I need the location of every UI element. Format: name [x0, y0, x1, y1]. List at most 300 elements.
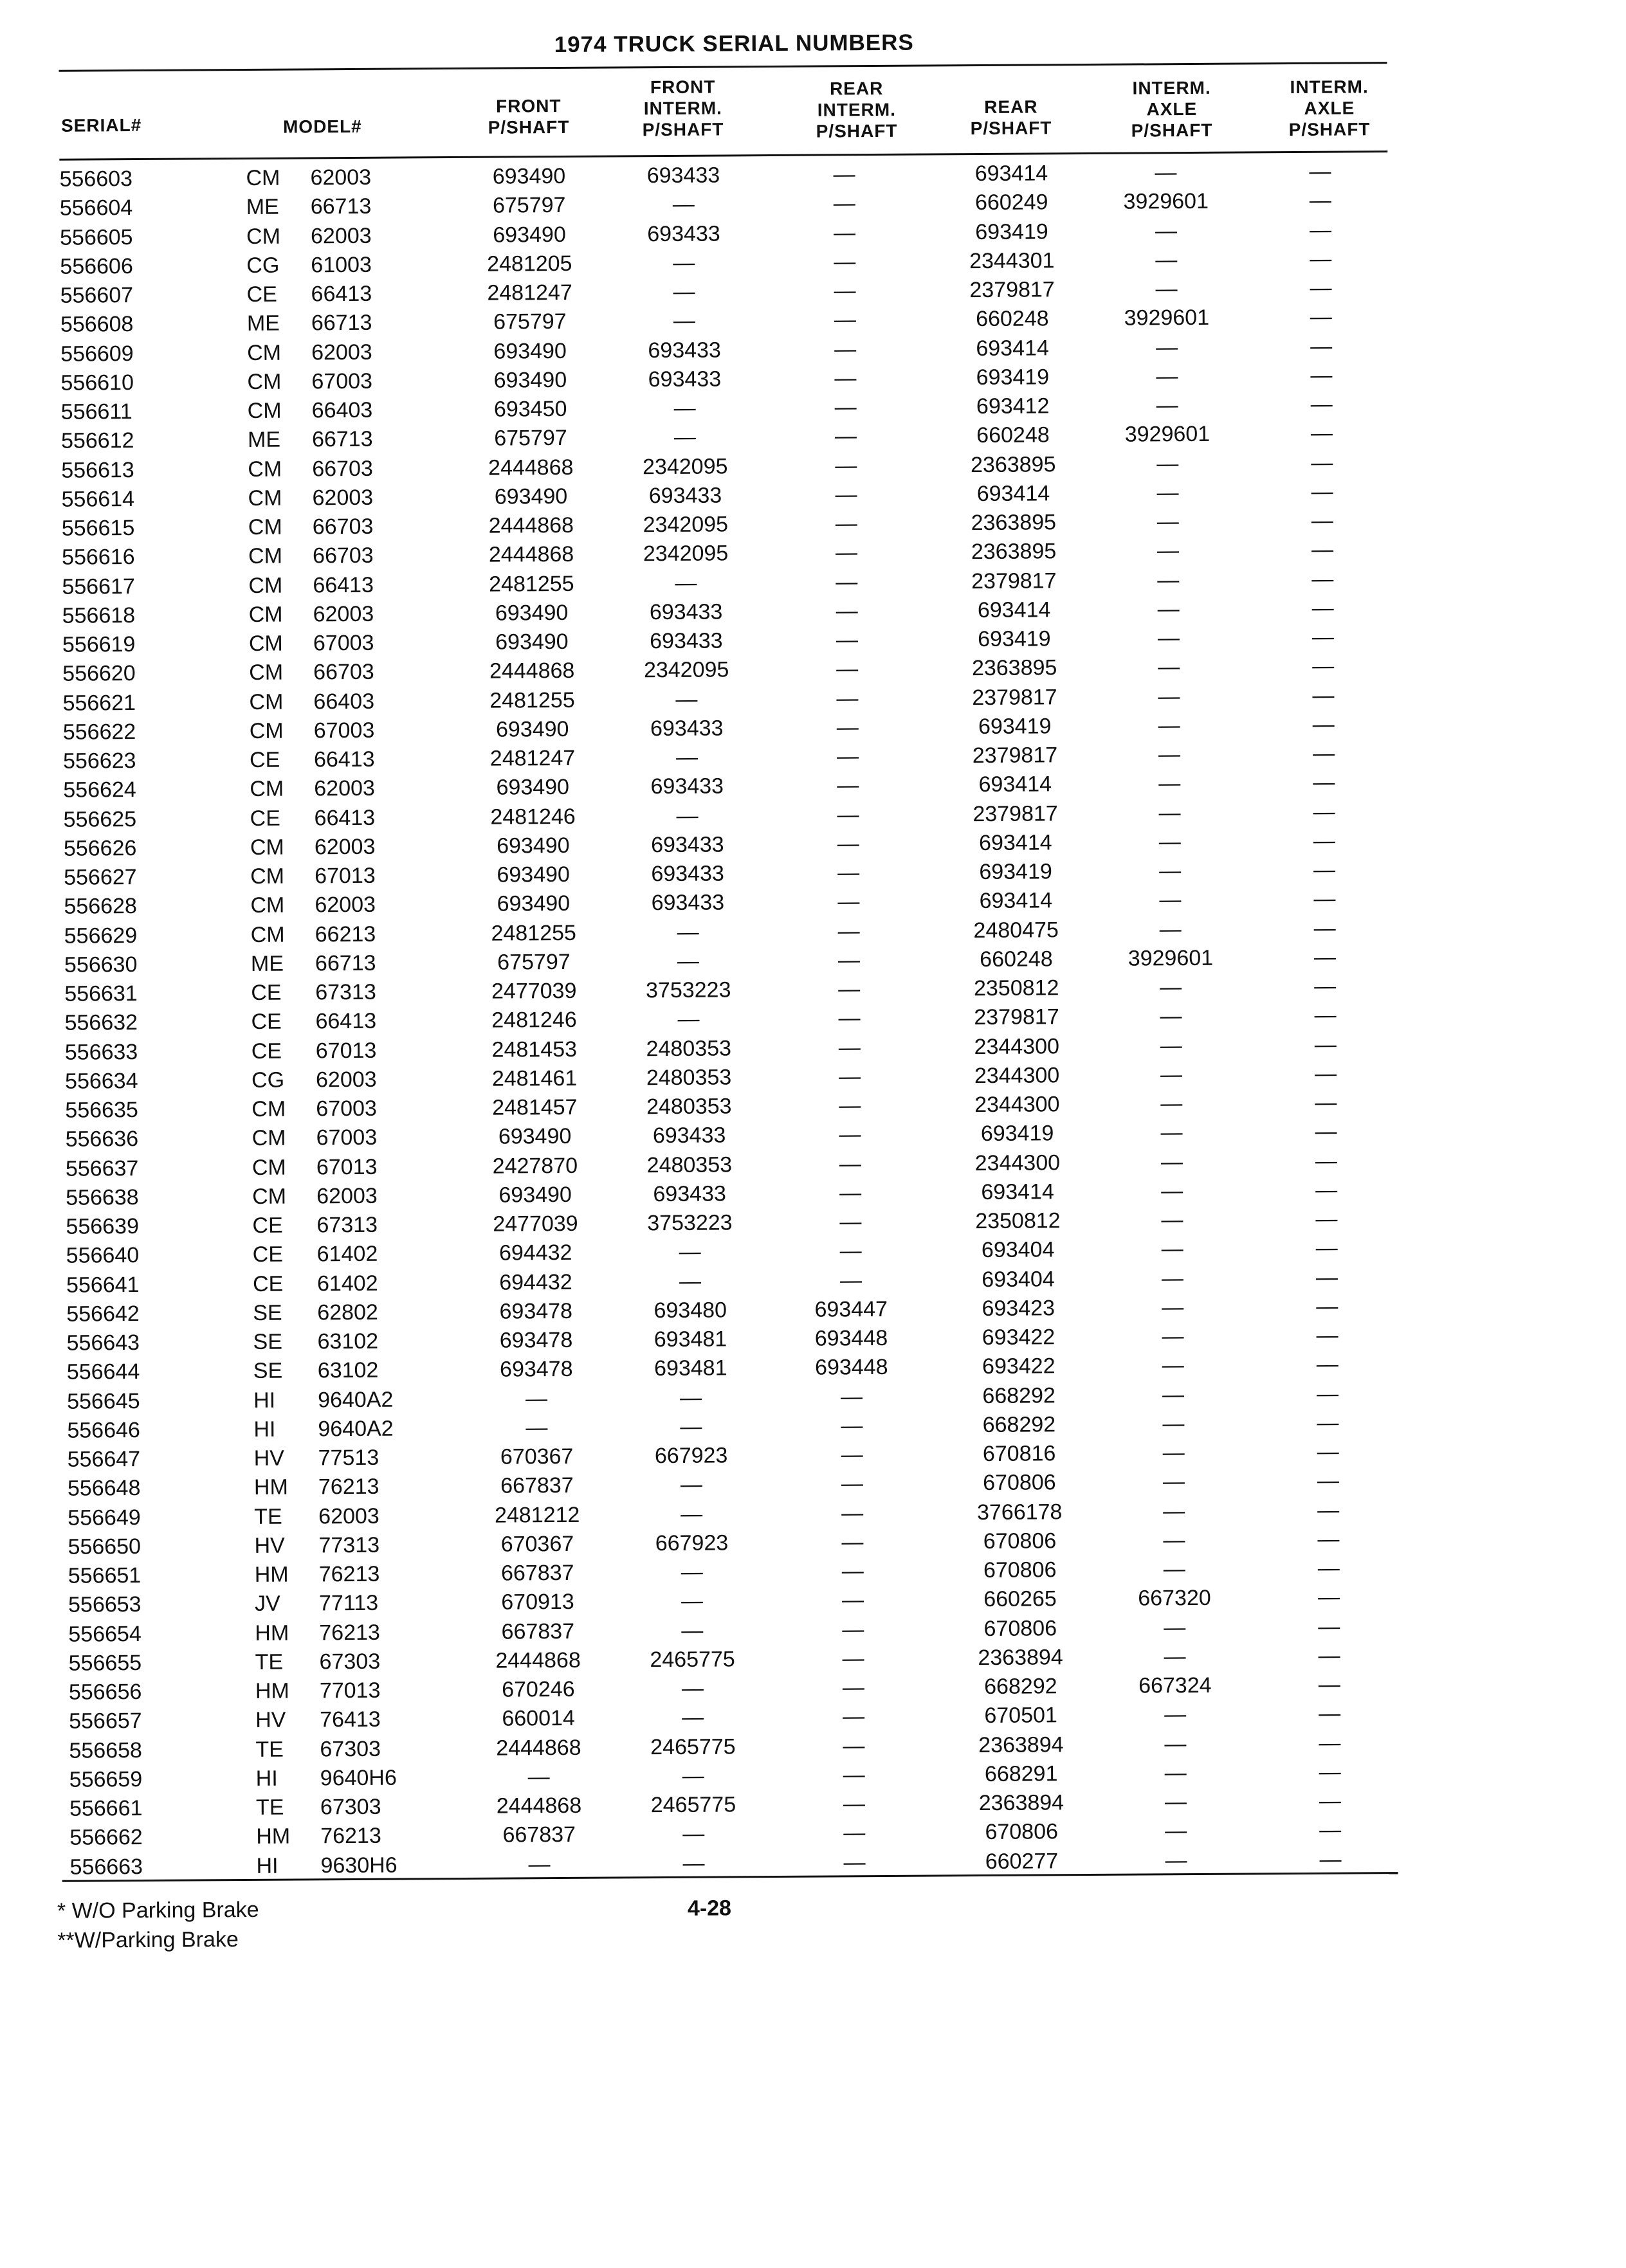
serial-number: 556630	[64, 952, 138, 977]
interm-axle-pshaft-2-value: —	[1310, 334, 1333, 359]
interm-axle-pshaft-2-value: —	[1310, 275, 1332, 300]
rear-interm-pshaft-value: —	[837, 889, 860, 914]
interm-axle-pshaft-value: —	[1156, 393, 1178, 418]
serial-number: 556653	[68, 1592, 142, 1617]
rear-interm-pshaft-value: —	[842, 1646, 864, 1671]
front-interm-pshaft-value: —	[682, 1851, 705, 1876]
model-number: 77013	[319, 1678, 381, 1703]
header-line: P/SHAFT	[642, 119, 724, 140]
front-interm-pshaft-value: 2480353	[646, 1152, 733, 1177]
model-number: 66403	[311, 397, 373, 423]
interm-axle-pshaft-2-value: —	[1310, 392, 1333, 417]
interm-axle-pshaft-value: —	[1164, 1615, 1186, 1640]
interm-axle-pshaft-value: —	[1157, 567, 1180, 592]
rear-interm-pshaft-value: —	[837, 918, 860, 943]
front-interm-pshaft-value: 2480353	[646, 1065, 732, 1090]
rear-interm-pshaft-value: —	[841, 1559, 864, 1584]
model-number: 66413	[313, 747, 375, 772]
model-number: 76413	[320, 1707, 381, 1732]
serial-number: 556614	[61, 486, 135, 512]
interm-axle-pshaft-value: —	[1164, 1644, 1186, 1669]
serial-number: 556636	[65, 1127, 139, 1152]
model-number: 67003	[311, 368, 373, 394]
interm-axle-pshaft-value: —	[1163, 1557, 1185, 1582]
rear-pshaft-value: 2379817	[972, 684, 1057, 710]
interm-axle-pshaft-2-value: —	[1319, 1759, 1341, 1784]
front-interm-pshaft-value: —	[677, 948, 700, 974]
rear-pshaft-value: 693414	[978, 830, 1052, 855]
front-pshaft-value: 693490	[492, 163, 566, 189]
model-code: ME	[250, 951, 284, 976]
rear-pshaft-value: 668292	[984, 1674, 1057, 1700]
rear-interm-pshaft-value: —	[834, 307, 856, 332]
serial-number: 556608	[60, 312, 134, 337]
front-interm-pshaft-value: 693433	[648, 337, 722, 363]
model-code: CM	[247, 398, 282, 423]
front-interm-pshaft-value: —	[673, 395, 696, 421]
front-interm-pshaft-value: 667923	[654, 1443, 728, 1469]
rear-pshaft-value: 668292	[982, 1412, 1056, 1437]
model-number: 66703	[312, 543, 374, 568]
interm-axle-pshaft-value: —	[1159, 887, 1182, 912]
rear-pshaft-value: 2363895	[971, 655, 1057, 681]
front-interm-pshaft-value: —	[682, 1821, 705, 1847]
serial-number: 556662	[69, 1825, 143, 1850]
serial-number: 556663	[69, 1854, 143, 1880]
rear-interm-pshaft-value: —	[841, 1442, 863, 1467]
model-number: 67303	[319, 1649, 381, 1674]
serial-number: 556633	[64, 1039, 138, 1065]
rear-pshaft-value: 693414	[974, 161, 1048, 186]
front-pshaft-value: 2481246	[490, 804, 576, 830]
model-code: CE	[252, 1213, 283, 1238]
serial-number: 556625	[63, 806, 137, 832]
model-code: HV	[253, 1446, 285, 1471]
serial-number: 556621	[62, 690, 136, 716]
front-pshaft-value: 667837	[501, 1619, 575, 1644]
interm-axle-pshaft-value: —	[1162, 1324, 1184, 1349]
front-pshaft-value: 675797	[493, 309, 567, 334]
rear-pshaft-value: 2344300	[974, 1150, 1061, 1175]
rear-pshaft-value: 668292	[982, 1383, 1055, 1408]
interm-axle-pshaft-value: —	[1158, 771, 1181, 796]
model-code: ME	[247, 427, 281, 453]
model-code: HI	[256, 1853, 279, 1878]
front-pshaft-value: 693490	[497, 862, 570, 887]
rear-pshaft-value: 2344301	[969, 248, 1055, 273]
front-pshaft-value: 670246	[502, 1676, 575, 1702]
model-number: 62003	[318, 1503, 379, 1529]
interm-axle-pshaft-2-value: —	[1311, 537, 1334, 563]
model-code: HI	[255, 1766, 278, 1791]
front-pshaft-value: 670367	[500, 1444, 574, 1469]
rear-pshaft-value: 693414	[979, 888, 1053, 914]
model-number: 66713	[311, 427, 373, 452]
front-pshaft-value: 693490	[494, 484, 568, 509]
header-line: P/SHAFT	[1288, 119, 1371, 140]
rear-interm-pshaft-value: 693447	[814, 1296, 888, 1322]
model-code: CM	[248, 485, 282, 511]
header-line: INTERM.	[643, 98, 723, 119]
serial-number: 556613	[61, 457, 134, 483]
model-code: SE	[253, 1358, 283, 1384]
model-code: CM	[248, 573, 283, 598]
front-interm-pshaft-value: —	[679, 1385, 702, 1410]
rear-interm-pshaft-value: —	[836, 598, 858, 624]
rear-interm-pshaft-value: —	[841, 1500, 864, 1525]
model-code: CM	[249, 689, 284, 714]
serial-number: 556611	[60, 399, 132, 424]
serial-number: 556629	[64, 923, 138, 948]
serial-number: 556646	[67, 1417, 140, 1443]
interm-axle-pshaft-value: 667320	[1138, 1586, 1211, 1611]
model-code: CG	[246, 253, 280, 278]
interm-axle-pshaft-value: —	[1156, 480, 1179, 505]
rear-interm-pshaft-value: —	[834, 365, 857, 391]
front-interm-pshaft-value: 693433	[650, 774, 724, 799]
model-number: 63102	[317, 1329, 379, 1354]
front-pshaft-value: 670367	[500, 1531, 574, 1557]
interm-axle-pshaft-2-value: —	[1318, 1643, 1340, 1668]
interm-axle-pshaft-2-value: —	[1311, 595, 1334, 621]
page-title: 1974 TRUCK SERIAL NUMBERS	[554, 30, 914, 58]
rear-interm-pshaft-value: —	[841, 1471, 864, 1496]
interm-axle-pshaft-2-value: —	[1312, 741, 1335, 766]
serial-number: 556661	[69, 1796, 143, 1821]
front-pshaft-value: 667837	[500, 1473, 574, 1498]
front-pshaft-value: 693490	[497, 891, 571, 916]
rear-interm-pshaft-value: —	[843, 1792, 866, 1817]
serial-number: 556641	[66, 1272, 140, 1298]
interm-axle-pshaft-value: —	[1162, 1382, 1185, 1407]
interm-axle-pshaft-2-value: —	[1313, 857, 1336, 882]
rear-interm-pshaft-value: —	[836, 714, 859, 740]
front-pshaft-value: 693490	[493, 367, 567, 393]
rear-interm-pshaft-value: —	[842, 1675, 864, 1700]
model-code: TE	[255, 1737, 284, 1762]
rear-pshaft-value: 693423	[982, 1296, 1055, 1321]
interm-axle-pshaft-2-value: —	[1310, 304, 1332, 330]
model-number: 67013	[316, 1154, 378, 1179]
model-code: CE	[246, 282, 277, 307]
rear-pshaft-value: 2363894	[978, 1790, 1064, 1816]
front-pshaft-value: 2477039	[491, 978, 577, 1004]
interm-axle-pshaft-value: —	[1158, 800, 1181, 825]
serial-number: 556634	[64, 1068, 138, 1094]
model-number: 62003	[310, 223, 372, 248]
header-line: AXLE	[1304, 98, 1355, 118]
model-code: HM	[256, 1824, 291, 1849]
rear-pshaft-value: 2379817	[974, 1004, 1059, 1030]
model-code: HM	[254, 1562, 289, 1587]
front-pshaft-value: 693450	[493, 396, 567, 422]
rear-pshaft-value: 693404	[981, 1237, 1055, 1263]
front-pshaft-value: 675797	[492, 193, 566, 218]
model-code: CE	[252, 1271, 284, 1296]
interm-axle-pshaft-value: —	[1160, 1149, 1183, 1174]
model-code: CM	[246, 224, 281, 249]
front-pshaft-value: 2444868	[488, 513, 574, 538]
interm-axle-pshaft-value: —	[1160, 975, 1182, 1000]
serial-number: 556616	[61, 545, 135, 570]
rear-interm-pshaft-value: —	[834, 278, 856, 304]
front-interm-pshaft-value: 693480	[653, 1298, 727, 1323]
interm-axle-pshaft-2-value: —	[1312, 712, 1335, 737]
serial-number: 556603	[59, 167, 133, 192]
rear-pshaft-value: 2344300	[974, 1092, 1060, 1118]
front-interm-pshaft-value: 3753223	[647, 1210, 733, 1236]
model-number: 66703	[313, 660, 374, 685]
rear-pshaft-value: 2363894	[978, 1645, 1063, 1670]
front-pshaft-value: 2481453	[491, 1037, 578, 1062]
front-pshaft-value: 2444868	[489, 658, 575, 684]
model-code: HI	[253, 1388, 276, 1413]
serial-number: 556615	[61, 516, 135, 541]
interm-axle-pshaft-2-value: —	[1313, 770, 1335, 795]
front-interm-pshaft-value: 693433	[648, 483, 722, 508]
interm-axle-pshaft-value: —	[1162, 1440, 1185, 1465]
model-code: TE	[255, 1795, 284, 1820]
interm-axle-pshaft-value: —	[1161, 1237, 1183, 1262]
model-number: 9640A2	[318, 1416, 394, 1442]
model-number: 9640H6	[320, 1765, 397, 1791]
serial-number: 556645	[67, 1388, 140, 1414]
front-pshaft-value: 693478	[499, 1357, 573, 1382]
front-pshaft-value: 670913	[501, 1590, 574, 1615]
front-interm-pshaft-value: 2342095	[643, 541, 729, 567]
front-interm-pshaft-value: 693481	[653, 1327, 727, 1352]
interm-axle-pshaft-2-value: —	[1313, 799, 1335, 824]
rear-pshaft-value: 693414	[981, 1179, 1055, 1204]
model-number: 62003	[313, 601, 374, 627]
front-pshaft-value: 693490	[493, 222, 566, 248]
front-interm-pshaft-value: 693481	[653, 1356, 727, 1381]
front-interm-pshaft-value: —	[680, 1414, 702, 1439]
model-code: CM	[247, 369, 282, 394]
front-pshaft-value: 694432	[498, 1240, 572, 1266]
model-number: 66703	[312, 456, 373, 481]
interm-axle-pshaft-value: 3929601	[1124, 305, 1210, 331]
front-pshaft-value: 693478	[499, 1298, 573, 1324]
front-interm-pshaft-value: —	[673, 308, 695, 334]
front-pshaft-value: 693490	[493, 338, 567, 364]
serial-number: 556622	[62, 719, 136, 745]
interm-axle-pshaft-value: —	[1157, 626, 1180, 651]
interm-axle-pshaft-2-value: —	[1317, 1410, 1339, 1435]
serial-number: 556659	[69, 1766, 143, 1792]
front-pshaft-value: 2481205	[487, 251, 572, 277]
header-serial-label: SERIAL#	[60, 114, 142, 136]
rear-pshaft-value: 670806	[985, 1819, 1059, 1845]
header-model-label: MODEL#	[282, 116, 362, 137]
front-pshaft-value: —	[525, 1386, 548, 1411]
model-code: CE	[251, 1009, 282, 1035]
rear-interm-pshaft-value: —	[835, 511, 857, 536]
model-code: SE	[253, 1300, 282, 1325]
rear-interm-pshaft-value: —	[836, 657, 859, 682]
serial-number: 556649	[68, 1505, 141, 1530]
interm-axle-pshaft-2-value: —	[1312, 683, 1335, 708]
front-interm-pshaft-value: —	[679, 1269, 702, 1294]
front-interm-pshaft-value: —	[676, 803, 699, 828]
model-number: 66413	[315, 1009, 377, 1034]
model-code: ME	[246, 311, 280, 336]
rear-interm-pshaft-value: —	[834, 395, 857, 420]
rear-interm-pshaft-value: —	[838, 1064, 861, 1089]
model-code: CM	[250, 835, 284, 860]
model-code: CM	[252, 1184, 287, 1209]
footnote-with-parking-brake: **W/Parking Brake	[57, 1927, 239, 1953]
model-number: 66713	[310, 194, 372, 219]
interm-axle-pshaft-value: —	[1155, 160, 1177, 185]
interm-axle-pshaft-value: —	[1164, 1702, 1187, 1727]
model-number: 67303	[320, 1736, 381, 1761]
interm-axle-pshaft-2-value: —	[1314, 1061, 1337, 1086]
header-line: REAR	[829, 78, 884, 99]
model-code: CG	[251, 1067, 285, 1093]
interm-axle-pshaft-value: —	[1156, 334, 1178, 359]
model-number: 61402	[316, 1242, 378, 1267]
model-number: 66703	[312, 514, 374, 540]
front-interm-pshaft-value: 693433	[646, 163, 720, 188]
model-code: ME	[246, 194, 279, 220]
model-code: CM	[251, 1125, 286, 1151]
model-code: CE	[249, 747, 280, 772]
serial-number: 556606	[60, 253, 133, 279]
model-number: 63102	[317, 1357, 379, 1383]
rear-interm-pshaft-value: —	[843, 1704, 865, 1729]
interm-axle-pshaft-2-value: —	[1315, 1206, 1338, 1231]
interm-axle-pshaft-2-value: —	[1319, 1817, 1342, 1843]
rear-pshaft-value: 693419	[975, 219, 1048, 244]
front-pshaft-value: 2481212	[494, 1502, 580, 1528]
rear-interm-pshaft-value: —	[835, 453, 857, 478]
rear-interm-pshaft-value: —	[841, 1529, 864, 1555]
rear-interm-pshaft-value: —	[843, 1762, 865, 1788]
model-number: 67003	[316, 1125, 378, 1150]
model-number: 66713	[311, 311, 372, 336]
rear-pshaft-value: 693414	[978, 772, 1052, 797]
model-code: JV	[254, 1591, 280, 1617]
rear-pshaft-value: 670806	[983, 1557, 1057, 1583]
interm-axle-pshaft-2-value: —	[1316, 1294, 1338, 1319]
front-pshaft-value: 693490	[498, 1182, 572, 1208]
rear-interm-pshaft-value: —	[837, 860, 860, 885]
front-pshaft-value: 2481457	[492, 1094, 578, 1120]
interm-axle-pshaft-value: —	[1162, 1353, 1184, 1378]
interm-axle-pshaft-2-value: —	[1317, 1527, 1340, 1552]
interm-axle-pshaft-2-value: —	[1319, 1730, 1341, 1755]
interm-axle-pshaft-2-value: —	[1315, 1119, 1337, 1145]
model-code: SE	[253, 1329, 283, 1354]
front-interm-pshaft-value: 693433	[652, 1123, 726, 1148]
rear-interm-pshaft-value: —	[838, 977, 861, 1002]
model-code: CM	[250, 776, 284, 802]
interm-axle-pshaft-value: 3929601	[1123, 189, 1209, 214]
front-interm-pshaft-value: —	[681, 1559, 703, 1584]
front-pshaft-value: 694432	[499, 1269, 572, 1295]
front-pshaft-value: 667837	[502, 1822, 576, 1847]
front-interm-pshaft-value: —	[673, 424, 697, 450]
model-code: CM	[248, 543, 283, 569]
model-number: 62003	[310, 165, 372, 190]
rear-pshaft-value: 670806	[983, 1529, 1057, 1554]
front-interm-pshaft-value: —	[681, 1676, 704, 1701]
front-interm-pshaft-value: 693433	[651, 861, 724, 887]
serial-number: 556627	[64, 865, 137, 890]
interm-axle-pshaft-value: —	[1165, 1847, 1187, 1873]
front-pshaft-value: 2481247	[489, 745, 576, 771]
interm-axle-pshaft-value: —	[1163, 1498, 1185, 1523]
rear-pshaft-value: 670806	[983, 1615, 1057, 1641]
serial-number: 556658	[69, 1737, 143, 1763]
page-number: 4-28	[687, 1896, 732, 1921]
rear-pshaft-value: 660265	[983, 1586, 1057, 1612]
rear-pshaft-value: 693419	[978, 626, 1051, 652]
rear-interm-pshaft-value: —	[834, 249, 856, 275]
front-interm-pshaft-value: 693433	[651, 890, 725, 916]
model-code: CM	[248, 457, 282, 482]
rear-pshaft-value: 2363894	[978, 1732, 1064, 1757]
model-number: 67303	[320, 1794, 381, 1820]
interm-axle-pshaft-2-value: —	[1314, 974, 1337, 999]
front-interm-pshaft-value: 3753223	[645, 977, 731, 1003]
serial-number: 556644	[66, 1359, 140, 1384]
model-number: 62003	[312, 485, 374, 511]
header-line: FRONT	[496, 95, 562, 116]
rear-interm-pshaft-value: —	[835, 482, 857, 507]
model-code: TE	[254, 1504, 282, 1529]
front-pshaft-value: 2427870	[492, 1153, 578, 1179]
model-number: 67013	[315, 863, 376, 889]
interm-axle-pshaft-value: —	[1161, 1178, 1183, 1204]
rear-interm-pshaft-value: 693448	[814, 1325, 888, 1351]
interm-axle-pshaft-2-value: —	[1309, 217, 1332, 242]
rear-pshaft-value: 2344300	[974, 1033, 1060, 1059]
model-number: 67013	[315, 1038, 377, 1063]
interm-axle-pshaft-value: —	[1158, 655, 1180, 680]
front-pshaft-value: 2481247	[487, 280, 572, 305]
serial-number: 556604	[59, 195, 133, 221]
serial-number: 556638	[66, 1184, 139, 1210]
interm-axle-pshaft-2-value: —	[1309, 159, 1331, 184]
model-code: CM	[248, 514, 282, 540]
front-interm-pshaft-value: —	[675, 745, 699, 770]
front-interm-pshaft-value: —	[673, 250, 695, 275]
serial-number: 556624	[63, 777, 136, 803]
front-interm-pshaft-value: —	[675, 570, 697, 595]
model-number: 62802	[317, 1300, 378, 1325]
model-code: HM	[255, 1678, 289, 1703]
interm-axle-pshaft-value: —	[1160, 1120, 1183, 1145]
rear-pshaft-value: 660248	[976, 306, 1049, 332]
rear-interm-pshaft-value: —	[843, 1849, 866, 1874]
rear-pshaft-value: 670501	[984, 1703, 1057, 1728]
interm-axle-pshaft-2-value: —	[1315, 1235, 1338, 1261]
front-interm-pshaft-value: —	[681, 1618, 704, 1643]
interm-axle-pshaft-2-value: —	[1313, 916, 1336, 941]
front-interm-pshaft-value: —	[673, 279, 695, 304]
serial-number: 556631	[64, 981, 138, 1006]
rear-pshaft-value: 2350812	[975, 1208, 1061, 1234]
model-number: 67003	[313, 630, 374, 656]
model-code: CM	[250, 864, 285, 889]
serial-number: 556651	[68, 1563, 142, 1588]
model-number: 66713	[315, 950, 376, 976]
rear-interm-pshaft-value: —	[841, 1413, 863, 1438]
interm-axle-pshaft-value: —	[1156, 451, 1179, 476]
model-number: 61402	[316, 1271, 378, 1296]
